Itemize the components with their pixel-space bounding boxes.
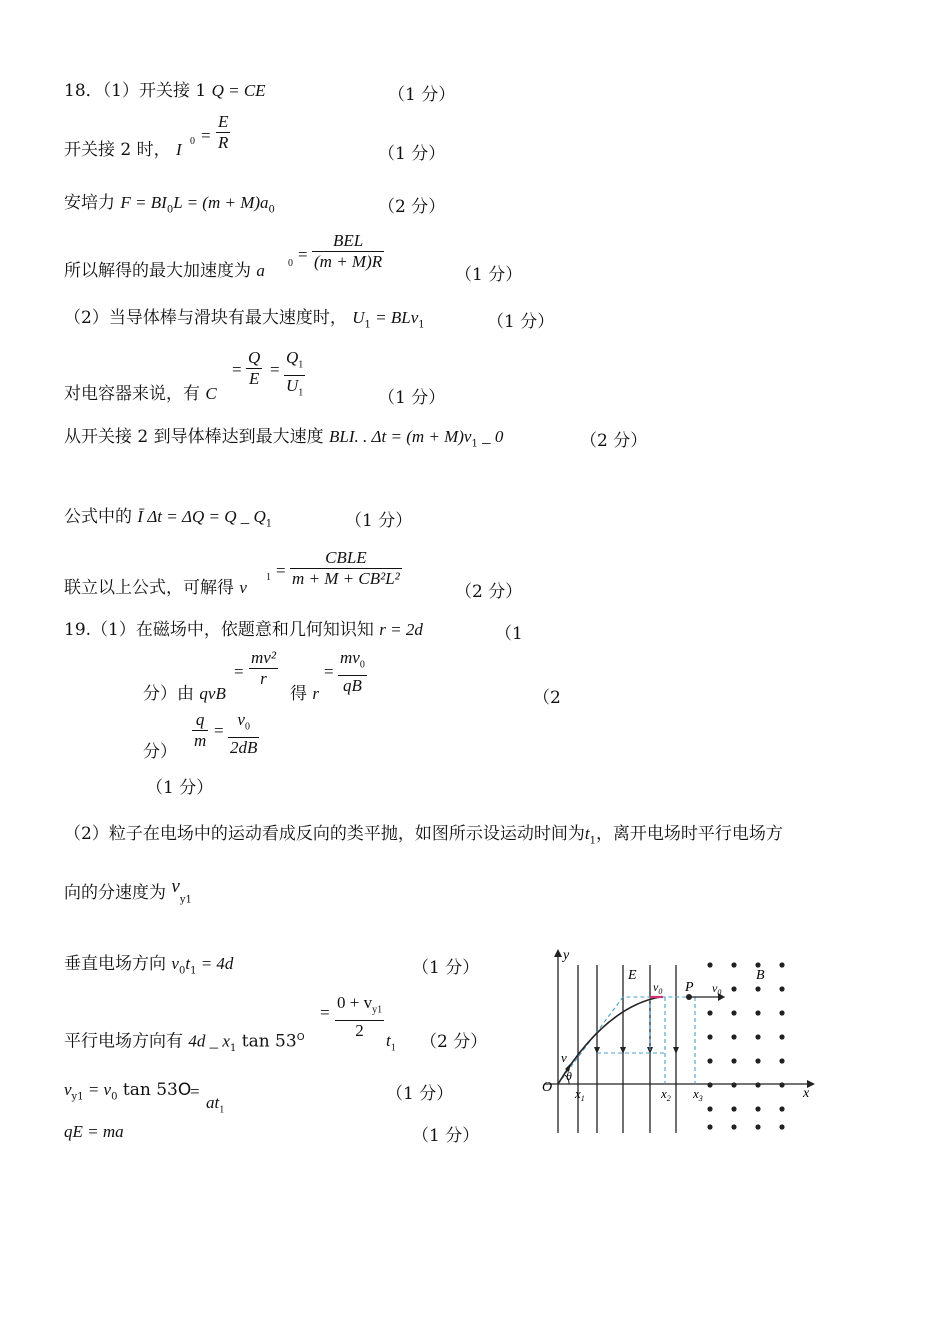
q18-l4-den: (m + M)R <box>314 252 383 271</box>
q19-l9-eq-sub: y1 <box>71 1091 84 1103</box>
q18-line-6 <box>64 383 217 405</box>
q18-l9-den: m + M + CB²L² <box>292 569 400 588</box>
q19-l9-at: $at_1$ <box>206 1093 225 1116</box>
q18-l3-eq-sub: 0 <box>166 204 174 216</box>
q18-l9-fraction <box>290 548 402 589</box>
q18-l6-equals-2: = <box>270 360 280 379</box>
q18-l1-text: 18．（1）开关接 1 <box>64 81 207 101</box>
field-dot <box>731 1106 736 1111</box>
q19-l2-score: （2 <box>533 688 561 708</box>
field-dot <box>707 1010 712 1015</box>
q19-l6-text: 向的分速度为 <box>64 883 166 903</box>
q19-l8-fraction <box>335 993 384 1041</box>
field-dot <box>707 1034 712 1039</box>
field-dot <box>755 1058 760 1063</box>
q18-l2-den: R <box>218 133 229 152</box>
q18-l4-num: BEL <box>332 231 364 250</box>
q19-line-10 <box>64 1121 124 1143</box>
field-dot <box>731 1082 736 1087</box>
q18-l3-eq2: L = (m + M)a <box>173 193 269 212</box>
field-dot <box>731 1034 736 1039</box>
q19-line-9 <box>64 1079 191 1108</box>
q19-l3-pre: 分） <box>143 742 177 762</box>
q19-l8-num: 0 + v <box>337 993 373 1012</box>
q19-l9-eq2: = v <box>83 1080 112 1099</box>
label-v: v <box>561 1050 567 1065</box>
q19-line-7 <box>64 953 233 982</box>
field-dot <box>779 1124 784 1129</box>
field-dot <box>707 1124 712 1129</box>
q18-line-9 <box>64 577 247 599</box>
q19-l3-num2-sub: 0 <box>244 721 250 733</box>
q19-l2-mid <box>290 683 319 705</box>
field-dot <box>755 1106 760 1111</box>
q18-l6-fraction-2 <box>284 348 305 404</box>
q18-l4-equals: = <box>298 245 308 264</box>
q18-l4-eq-lhs: a <box>256 261 265 280</box>
q18-l6-score: （1 分） <box>378 388 446 408</box>
label-e: E <box>628 968 637 983</box>
q19-l3-fraction-1 <box>192 710 208 751</box>
field-dot <box>779 1034 784 1039</box>
q19-l7-eq: v <box>171 954 179 973</box>
field-dot <box>755 1034 760 1039</box>
q19-l1-eq: r = 2d <box>379 620 423 639</box>
q19-l2-fraction-2 <box>338 648 367 696</box>
q19-l8-equals: = <box>320 1003 330 1022</box>
q18-line-2 <box>64 139 182 161</box>
label-v0-top: $v_0$ <box>653 980 663 996</box>
q18-l7-score: （2 分） <box>580 431 648 451</box>
field-dot <box>731 1010 736 1015</box>
q18-l2-score: （1 分） <box>378 144 446 164</box>
q18-l6-den1: E <box>248 369 260 388</box>
q19-l8-num-sub: y1 <box>372 1004 383 1016</box>
q18-l7-eq2: _ 0 <box>477 427 504 446</box>
label-v0-right: $v_0$ <box>712 981 722 997</box>
q19-l10-eq: qE = ma <box>64 1122 124 1141</box>
q19-l2-equals-1: = <box>234 662 244 681</box>
q18-l3-text: 安培力 <box>64 193 115 213</box>
q18-l5-eq-sub: 1 <box>364 319 371 331</box>
field-dot <box>707 1106 712 1111</box>
q19-line-8 <box>64 1027 305 1060</box>
q18-l4-text: 所以解得的最大加速度为 <box>64 261 251 281</box>
q18-l1-score: （1 分） <box>388 85 456 105</box>
q18-l5-eq2-sub: 1 <box>418 319 425 331</box>
field-dot <box>755 962 760 967</box>
q18-l3-eq2-sub: 0 <box>268 204 275 216</box>
q19-l1-text: 19.（1）在磁场中，依题意和几何知识知 <box>64 620 374 640</box>
q19-l8-eq-sub: 1 <box>229 1043 237 1055</box>
y-axis-arrow <box>554 949 562 957</box>
q19-l6-eq-sub: y1 <box>179 894 192 906</box>
q18-l8-eq: Ī Δt = ΔQ = Q _ Q <box>137 507 266 526</box>
field-dot <box>731 1124 736 1129</box>
q19-l9-deg: O <box>177 1080 192 1100</box>
q19-l7-eq-sub: 0 <box>178 965 186 977</box>
q18-l2-text: 开关接 2 时， <box>64 140 171 160</box>
q18-l9-text: 联立以上公式，可解得 <box>64 578 234 598</box>
q19-l2-fraction-1 <box>249 648 278 689</box>
q19-l2-num2: mv <box>340 648 360 667</box>
field-dot <box>779 986 784 991</box>
q18-line-7 <box>64 426 503 455</box>
q19-l10-score: （1 分） <box>412 1126 480 1146</box>
label-p: P <box>685 980 694 995</box>
q18-l6-eq-lhs: C <box>205 384 217 403</box>
q19-l9-eq3: tan 53 <box>117 1080 178 1100</box>
q18-l6-equals-1: = <box>232 360 242 379</box>
q18-l5-text: （2）当导体棒与滑块有最大速度时， <box>64 308 347 328</box>
q19-l3-den2: 2dB <box>230 738 258 758</box>
q18-l5-score: （1 分） <box>487 312 555 332</box>
q18-l6-fraction-1 <box>246 348 262 389</box>
q18-l5-eq2: = BLv <box>370 308 419 327</box>
q19-l3-den1: m <box>194 731 207 750</box>
q19-l7-score: （1 分） <box>412 958 480 978</box>
q18-l2-equals: = <box>201 126 211 145</box>
q19-l2-num2-sub: 0 <box>359 659 365 671</box>
q19-l4-score: （1 分） <box>146 778 214 798</box>
q19-l8-deg: O <box>296 1032 305 1043</box>
q18-l9-eq-lhs: v <box>239 578 247 597</box>
label-b: B <box>756 968 765 983</box>
q19-l3-equals: = <box>214 721 224 740</box>
field-dot <box>755 986 760 991</box>
q18-l6-num1: Q <box>248 348 261 367</box>
field-dot <box>779 1058 784 1063</box>
trajectory-curve <box>558 997 660 1084</box>
q18-l8-eq-sub: 1 <box>265 518 273 530</box>
q19-l2-eq-lhs2: r <box>312 684 320 703</box>
q18-l8-score: （1 分） <box>345 511 413 531</box>
q19-l6-eq: v <box>171 876 180 897</box>
label-theta: θ <box>566 1069 572 1083</box>
q19-l9-eq: v <box>64 1080 72 1099</box>
q19-l8-text: 平行电场方向有 <box>64 1031 183 1052</box>
q19-l3-num2: v <box>237 710 245 729</box>
q19-l8-score: （2 分） <box>420 1032 488 1052</box>
field-dot <box>731 1058 736 1063</box>
q19-l8-eq2: tan 53 <box>236 1031 297 1052</box>
q18-line-8 <box>64 506 272 535</box>
q19-l7-text: 垂直电场方向 <box>64 954 166 974</box>
q18-l6-num2-sub: 1 <box>298 359 304 371</box>
q18-l1-eq: Q = CE <box>211 81 266 100</box>
field-dot <box>707 1058 712 1063</box>
q19-l2-den1: r <box>260 669 267 688</box>
label-origin: O <box>542 1080 553 1095</box>
q18-l7-eq: BLI. . Δt = (m + M)v <box>329 427 472 446</box>
q19-l2-eq-lhs: qvB <box>199 684 226 703</box>
q18-l4-fraction <box>312 231 384 272</box>
q18-l3-score: （2 分） <box>378 197 446 217</box>
q19-line-5 <box>64 823 783 852</box>
field-dot <box>731 986 736 991</box>
q19-l7-eq2: t <box>185 954 191 973</box>
q19-l9-equals: = <box>190 1082 200 1101</box>
field-dot <box>707 1082 712 1087</box>
q19-l2-equals-2: = <box>324 662 334 681</box>
q19-l8-den: 2 <box>355 1021 364 1041</box>
q18-l6-text: 对电容器来说，有 <box>64 384 200 404</box>
q19-l2-den2: qB <box>342 676 362 696</box>
q19-l5-eq-sub: 1 <box>589 835 596 847</box>
label-x: x <box>803 1086 810 1101</box>
q18-l9-num: CBLE <box>325 548 367 567</box>
label-x3: $x_3$ <box>693 1086 703 1103</box>
q18-l9-eq-sub: 1 <box>266 572 271 583</box>
q18-l7-text: 从开关接 2 到导体棒达到最大速度 <box>64 427 324 447</box>
field-dot <box>779 1010 784 1015</box>
field-dot <box>755 1082 760 1087</box>
field-dot <box>779 1082 784 1087</box>
q18-l5-eq: U <box>352 308 365 327</box>
q19-l2-pre: 分）由 <box>143 684 194 704</box>
axes <box>545 953 813 1133</box>
label-x2: $x_2$ <box>661 1086 671 1103</box>
field-dot <box>707 962 712 967</box>
q18-l2-fraction <box>216 112 230 153</box>
q18-l9-score: （2 分） <box>455 582 523 602</box>
q18-l6-num2: Q <box>286 348 299 367</box>
field-dot <box>779 1106 784 1111</box>
q19-line-6 <box>64 876 192 911</box>
q19-l2-mid-text: 得 <box>290 684 307 704</box>
q19-line-2 <box>143 683 226 705</box>
q19-l8-eq: 4d _ x <box>188 1031 230 1051</box>
field-dot <box>755 1124 760 1129</box>
dashed-guides <box>558 997 725 1084</box>
q18-line-5 <box>64 307 425 336</box>
q19-l7-eq2-sub: 1 <box>190 965 197 977</box>
q19-l2-num1: mv² <box>251 648 276 667</box>
q19-l5-eq: t <box>584 824 590 843</box>
q18-l2-eq-lhs: I <box>176 140 182 159</box>
field-dot <box>755 1010 760 1015</box>
q19-l5-text: （2）粒子在电场中的运动看成反向的类平抛，如图所示设运动时间为 <box>64 824 585 844</box>
q18-l6-den2-sub: 1 <box>298 387 304 399</box>
q18-l7-eq-sub: 1 <box>471 438 478 450</box>
label-x1: $x_1$ <box>575 1086 585 1103</box>
q18-line-3 <box>64 192 275 221</box>
q18-l4-score: （1 分） <box>455 265 523 285</box>
q19-l8-t: $t_1$ <box>386 1031 396 1054</box>
q18-line-4 <box>64 260 265 282</box>
q18-l8-text: 公式中的 <box>64 507 132 527</box>
q19-l9-score: （1 分） <box>386 1084 454 1104</box>
q18-line-1 <box>64 80 266 102</box>
q19-l5-text2: ，离开电场时平行电场方 <box>595 824 783 844</box>
q18-l2-num: E <box>218 112 229 131</box>
q19-l3-num1: q <box>195 710 205 729</box>
q19-l3-fraction-2 <box>228 710 259 758</box>
label-y: y <box>563 948 570 963</box>
q19-l9-eq2-sub: 0 <box>111 1091 118 1103</box>
field-dot <box>779 962 784 967</box>
q19-line-1 <box>64 619 423 641</box>
q18-l9-equals: = <box>276 561 286 580</box>
physics-diagram <box>535 945 820 1135</box>
q18-l6-den2: U <box>286 376 299 396</box>
field-dot <box>731 962 736 967</box>
q18-l4-eq-sub: 0 <box>288 258 293 269</box>
q18-l2-eq-sub: 0 <box>190 136 195 147</box>
q19-l7-eq3: = 4d <box>196 954 234 973</box>
q19-l1-score: （1 <box>495 624 523 644</box>
q18-l3-eq: F = BI <box>120 193 167 212</box>
